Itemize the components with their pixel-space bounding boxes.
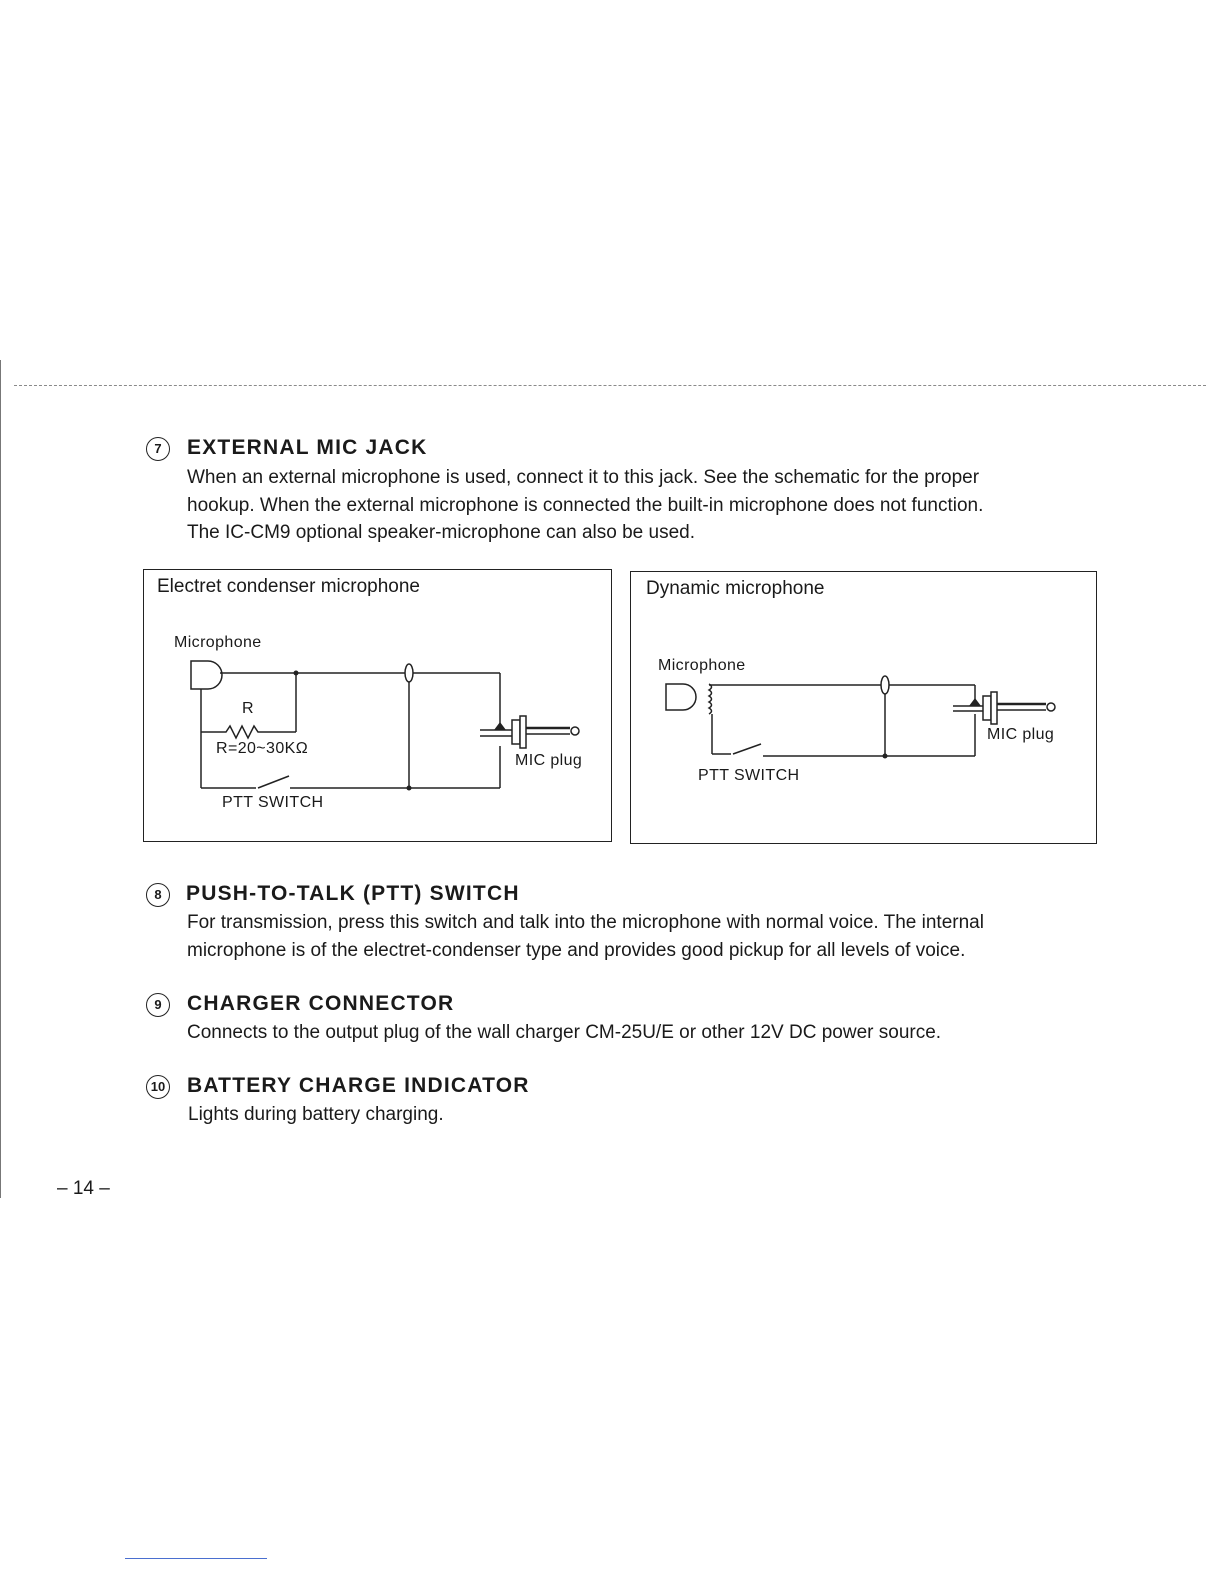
resistor-label: R [242,700,254,717]
body-line: Lights during battery charging. [188,1104,444,1125]
section-number-9: 9 [146,993,170,1017]
diagram-title: Electret condenser microphone [157,576,420,597]
section-body-8 [187,909,984,964]
top-rule [14,385,1206,386]
left-margin-rule [0,360,1,1198]
bottom-rule [125,1558,267,1559]
resistor-value: R=20~30KΩ [216,740,309,757]
section-body-7 [187,464,983,547]
body-line: When an external microphone is used, connect it to this jack. See the schematic for the proper [187,467,980,488]
section-number-10: 10 [146,1075,170,1099]
body-line: The IC-CM9 optional speaker-microphone can also be used. [187,522,695,543]
mic-plug-icon [953,692,1055,724]
microphone-label: Microphone [658,657,746,674]
section-body-9 [187,1019,941,1047]
microphone-icon [666,684,696,710]
dynamic-mic-diagram [630,571,1097,844]
section-title-battery-charge-indicator: BATTERY CHARGE INDICATOR [187,1074,530,1097]
body-line: For transmission, press this switch and talk into the microphone with normal voice. The internal [187,912,984,933]
body-line: Connects to the output plug of the wall charger CM-25U/E or other 12V DC power source. [187,1022,942,1043]
section-title-ptt-switch: PUSH-TO-TALK (PTT) SWITCH [186,882,520,905]
mic-plug-icon [480,716,579,748]
ptt-switch-label: PTT SWITCH [698,767,800,784]
ptt-switch-label: PTT SWITCH [222,794,324,811]
electret-mic-diagram [143,569,612,842]
ptt-switch-icon [258,776,289,788]
coil-icon [709,684,712,714]
page-number: – 14 – [57,1178,110,1199]
section-title-external-mic-jack: EXTERNAL MIC JACK [187,436,428,459]
dynamic-schematic [631,572,1095,842]
section-body-10 [188,1101,444,1129]
section-number-7: 7 [146,437,170,461]
section-title-charger-connector: CHARGER CONNECTOR [187,992,455,1015]
section-number-8: 8 [146,883,170,907]
ptt-switch-icon [733,744,761,754]
microphone-label: Microphone [174,634,262,651]
electret-schematic [144,570,610,840]
microphone-icon [191,661,222,689]
mic-plug-label: MIC plug [987,726,1055,743]
body-line: hookup. When the external microphone is connected the built-in microphone does not function. [187,494,984,516]
mic-plug-label: MIC plug [515,752,583,769]
resistor-icon [201,726,296,738]
diagram-title: Dynamic microphone [646,578,825,599]
body-line: microphone is of the electret-condenser type and provides good pickup for all levels of voice. [187,939,966,961]
